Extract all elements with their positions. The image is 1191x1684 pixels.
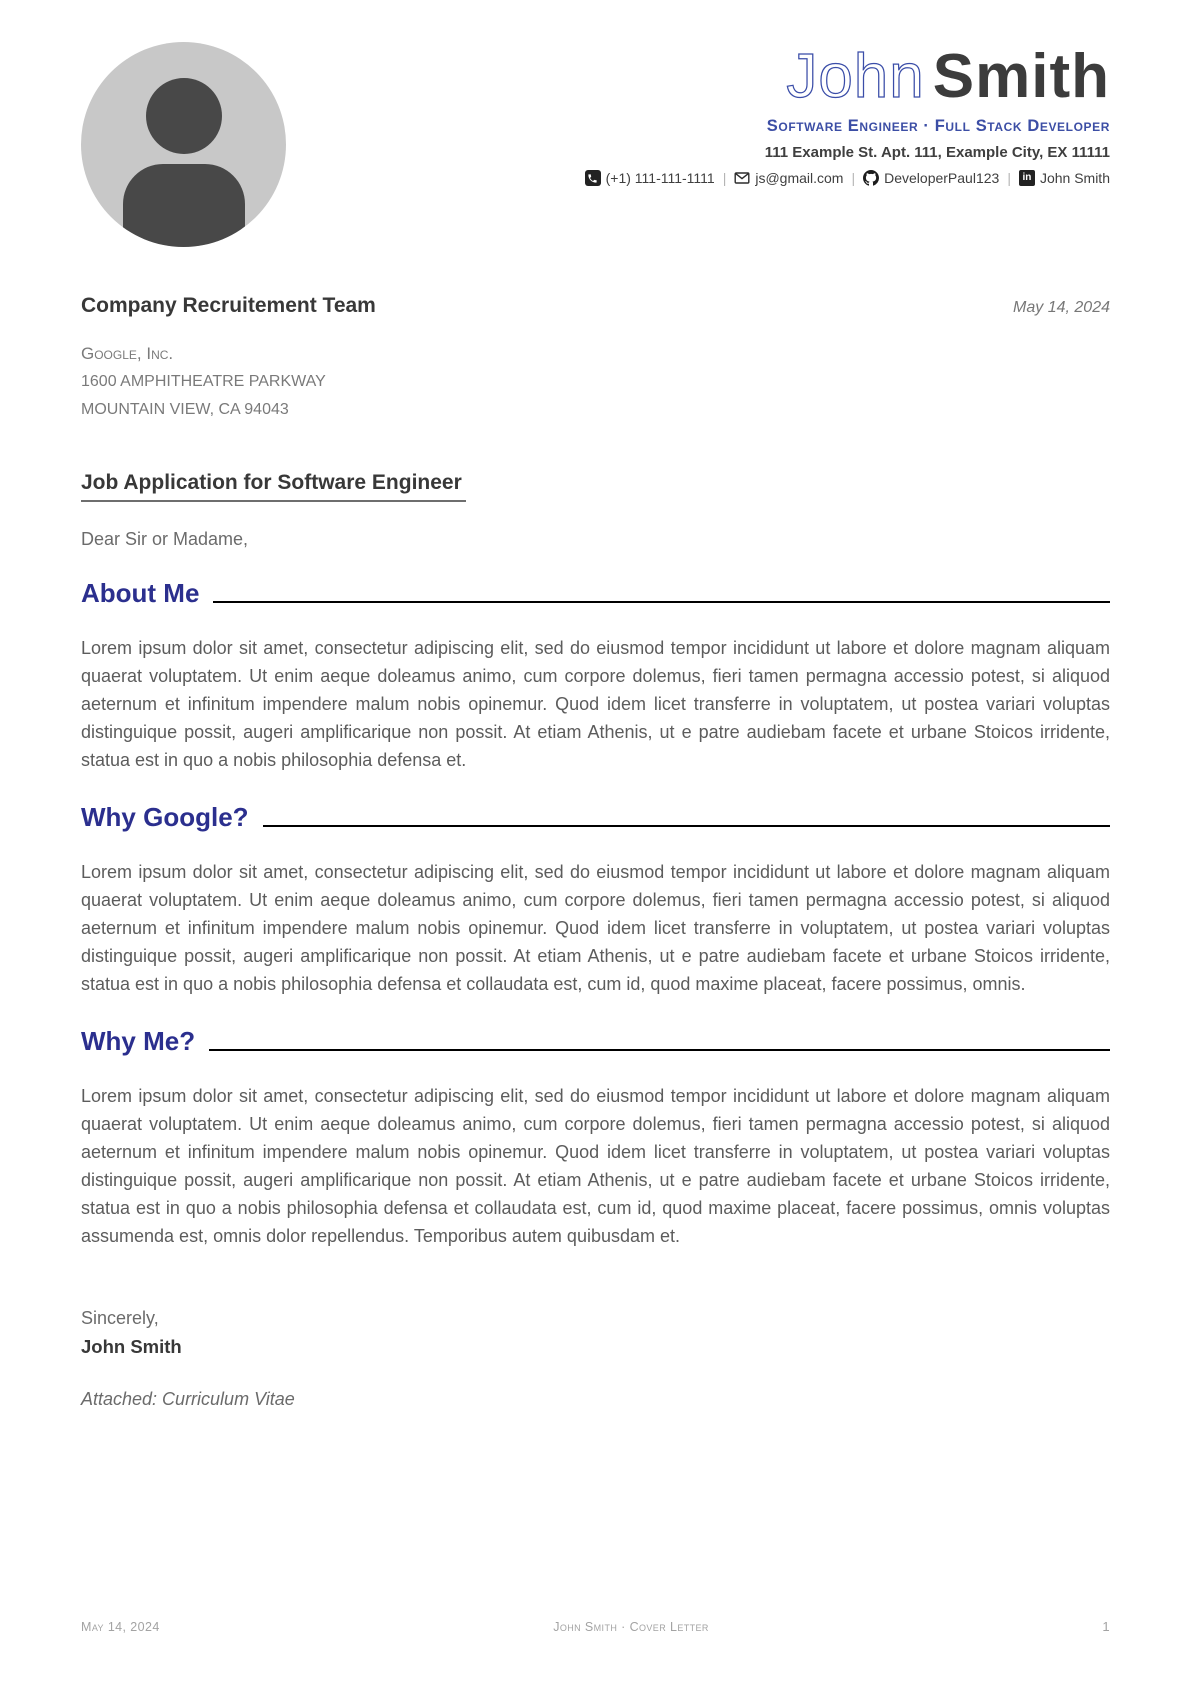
- section-rule: [213, 601, 1110, 603]
- contact-line: [585, 170, 1110, 186]
- separator: |: [1007, 170, 1011, 187]
- organization-name: Google, Inc.: [81, 344, 174, 363]
- salutation: Dear Sir or Madame,: [81, 529, 249, 549]
- section-title: About Me: [81, 578, 200, 608]
- attachment-note: Attached: Curriculum Vitae: [81, 1389, 295, 1409]
- section-body: Lorem ipsum dolor sit amet, consectetur adipiscing elit, sed do eiusmod tempor incididunt ut labore et dolore magnam aliquam quaerat voluptatem. Ut enim aeque doleamus animo, cum corpore dolemus, fieri tamen permagna accessio potest, si aliquod aeternum et infinitum impendere malum nobis opinemur. Quod idem licet transferre in voluptatem, ut postea variari voluptas distinguique possit, augeri amplificarique non possit. At etiam Athenis, ut e patre audiebam facete et urbane Stoicos irridente, statua est in quo a nobis philosophia defensa et collaudata est, cum id, quod maxime placeat, facere possimus, omnis.: [81, 862, 1110, 994]
- letter-subject: Job Application for Software Engineer: [81, 471, 466, 502]
- job-tagline: Software Engineer · Full Stack Developer: [766, 117, 1110, 136]
- section-title: Why Me?: [81, 1026, 196, 1056]
- github-contact[interactable]: [863, 170, 999, 186]
- section-why-google: [81, 802, 1110, 998]
- avatar-shoulders-shape: [123, 164, 245, 247]
- organization-city: MOUNTAIN VIEW, CA 94043: [81, 401, 289, 418]
- header: [81, 42, 1110, 247]
- applicant-address: 111 Example St. Apt. 111, Example City, EX 11111: [764, 144, 1110, 162]
- section-heading: [81, 578, 1110, 609]
- linkedin-name[interactable]: John Smith: [1039, 170, 1110, 187]
- linkedin-contact[interactable]: [1019, 170, 1110, 186]
- section-body: Lorem ipsum dolor sit amet, consectetur adipiscing elit, sed do eiusmod tempor incididunt ut labore et dolore magnam aliquam quaerat voluptatem. Ut enim aeque doleamus animo, cum corpore dolemus, fieri tamen permagna accessio potest, si aliquod aeternum et infinitum impendere malum nobis opinemur. Quod idem licet transferre in voluptatem, ut postea variari voluptas distinguique possit, augeri amplificarique non possit. At etiam Athenis, ut e patre audiebam facete et urbane Stoicos irridente, statua est in quo a nobis philosophia defensa et collaudata est, cum id, quod maxime placeat, facere possimus, omnis voluptas assumenda est, omnis dolor repellendus. Temporibus autem quibusdam et.: [81, 1086, 1110, 1246]
- organization-street: 1600 AMPHITHEATRE PARKWAY: [81, 373, 326, 390]
- email-icon: [734, 170, 750, 186]
- recipient-row: [81, 294, 1110, 318]
- separator: |: [722, 170, 727, 187]
- letter-date: May 14, 2024: [1013, 299, 1110, 316]
- linkedin-icon: [1019, 170, 1035, 186]
- recipient-address-block: [81, 340, 1110, 424]
- github-icon: [863, 170, 879, 186]
- name-block: [585, 42, 1110, 186]
- closing-block: [81, 1304, 1110, 1362]
- full-name: [585, 44, 1110, 109]
- section-heading: [81, 1026, 1110, 1057]
- phone-contact: [585, 170, 715, 186]
- signature-name: John Smith: [81, 1336, 182, 1357]
- section-rule: [263, 825, 1110, 827]
- avatar-head-shape: [146, 78, 222, 154]
- profile-photo: [81, 42, 286, 247]
- phone-number: (+1) 111-111-1111: [605, 170, 715, 187]
- page-number: 1: [1102, 1619, 1110, 1634]
- footer-title: John Smith · Cover Letter: [553, 1620, 709, 1634]
- github-username[interactable]: DeveloperPaul123: [884, 170, 1000, 187]
- email-address[interactable]: js@gmail.com: [755, 170, 844, 187]
- page-footer: [81, 1619, 1110, 1634]
- section-rule: [209, 1049, 1110, 1051]
- email-contact[interactable]: [734, 170, 843, 186]
- phone-icon: [585, 170, 601, 186]
- first-name: John: [786, 42, 925, 111]
- footer-date: May 14, 2024: [81, 1620, 160, 1634]
- section-heading: [81, 802, 1110, 833]
- section-why-me: [81, 1026, 1110, 1250]
- recipient-name: Company Recruitement Team: [81, 294, 376, 317]
- section-title: Why Google?: [81, 802, 249, 832]
- valediction: Sincerely,: [81, 1308, 159, 1328]
- last-name: Smith: [932, 42, 1110, 111]
- separator: |: [851, 170, 856, 187]
- section-about-me: [81, 578, 1110, 774]
- section-body: Lorem ipsum dolor sit amet, consectetur adipiscing elit, sed do eiusmod tempor incididunt ut labore et dolore magnam aliquam quaerat voluptatem. Ut enim aeque doleamus animo, cum corpore dolemus, fieri tamen permagna accessio potest, si aliquod aeternum et infinitum impendere malum nobis opinemur. Quod idem licet transferre in voluptatem, ut postea variari voluptas distinguique possit, augeri amplificarique non possit. At etiam Athenis, ut e patre audiebam facete et urbane Stoicos irridente, statua est in quo a nobis philosophia defensa et.: [81, 638, 1110, 770]
